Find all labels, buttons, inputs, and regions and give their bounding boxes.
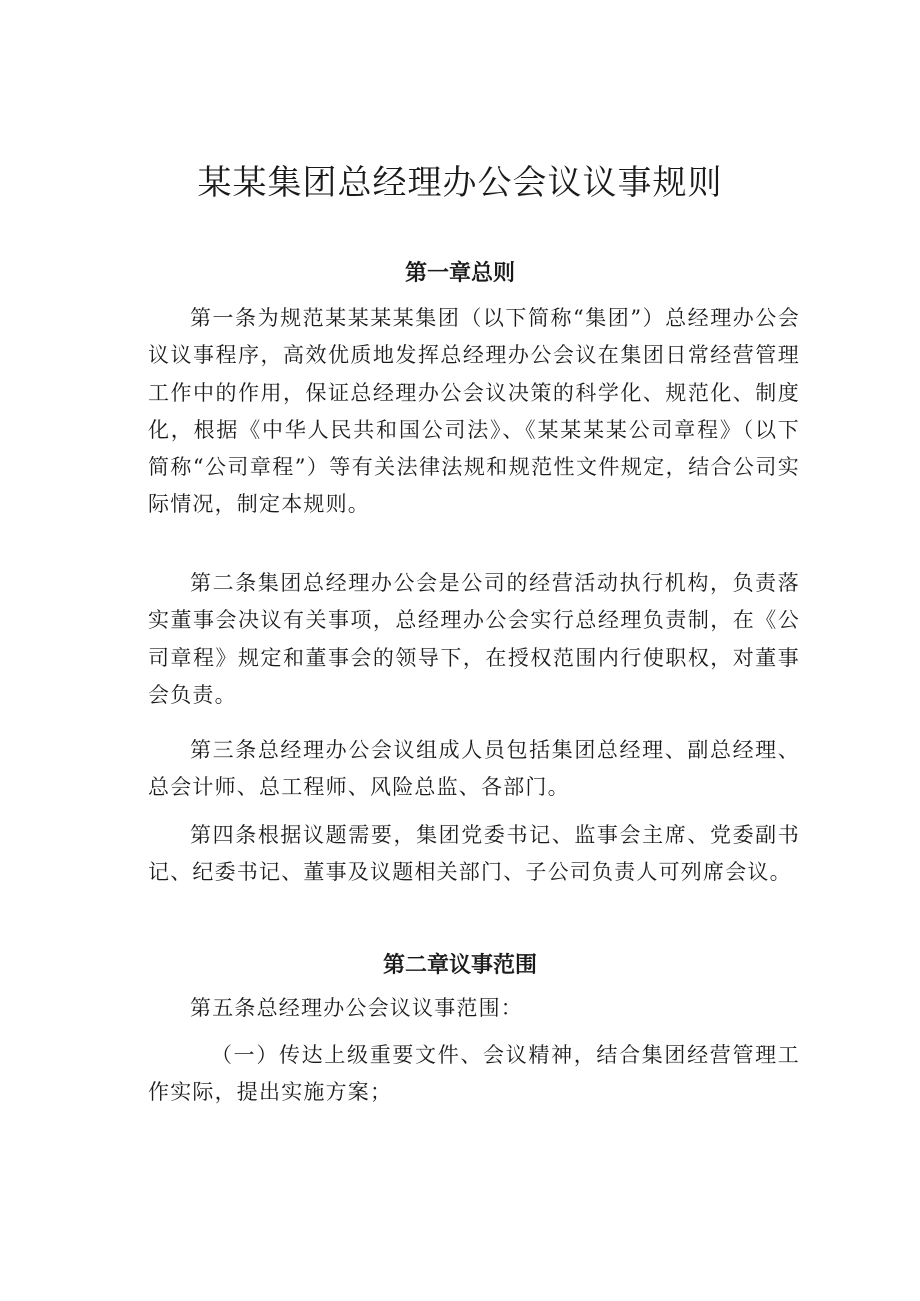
article-5: 第五条总经理办公会议议事范围： — [190, 996, 523, 1020]
article-1: 第一条为规范某某某某集团（以下简称“集团”）总经理办公会议议事程序，高效优质地发挥总经理办公会议在集团日常经营管理工作中的作用，保证总经理办公会议决策的科学化、规范化、制度化，根据《中华人民共和国公司法》、《某某某某公司章程》（以下简称“公司章程”）等有关法律法规和规范性文件规定，结合公司实际情况，制定本规则。 — [148, 306, 800, 517]
chapter-1-heading: 第一章总则 — [404, 261, 515, 286]
article-5-item-1: （一）传达上级重要文件、会议精神，结合集团经营管理工作实际，提出实施方案； — [148, 1043, 800, 1105]
document-title: 某某集团总经理办公会议议事规则 — [197, 163, 723, 203]
chapter-2-heading: 第二章议事范围 — [382, 953, 537, 978]
article-4: 第四条根据议题需要，集团党委书记、监事会主席、党委副书记、纪委书记、董事及议题相关部门、子公司负责人可列席会议。 — [148, 823, 800, 885]
article-2: 第二条集团总经理办公会是公司的经营活动执行机构，负责落实董事会决议有关事项，总经理办公会实行总经理负责制，在《公司章程》规定和董事会的领导下，在授权范围内行使职权，对董事会负责。 — [148, 571, 800, 707]
article-3: 第三条总经理办公会议组成人员包括集团总经理、副总经理、总会计师、总工程师、风险总监、各部门。 — [148, 738, 800, 800]
